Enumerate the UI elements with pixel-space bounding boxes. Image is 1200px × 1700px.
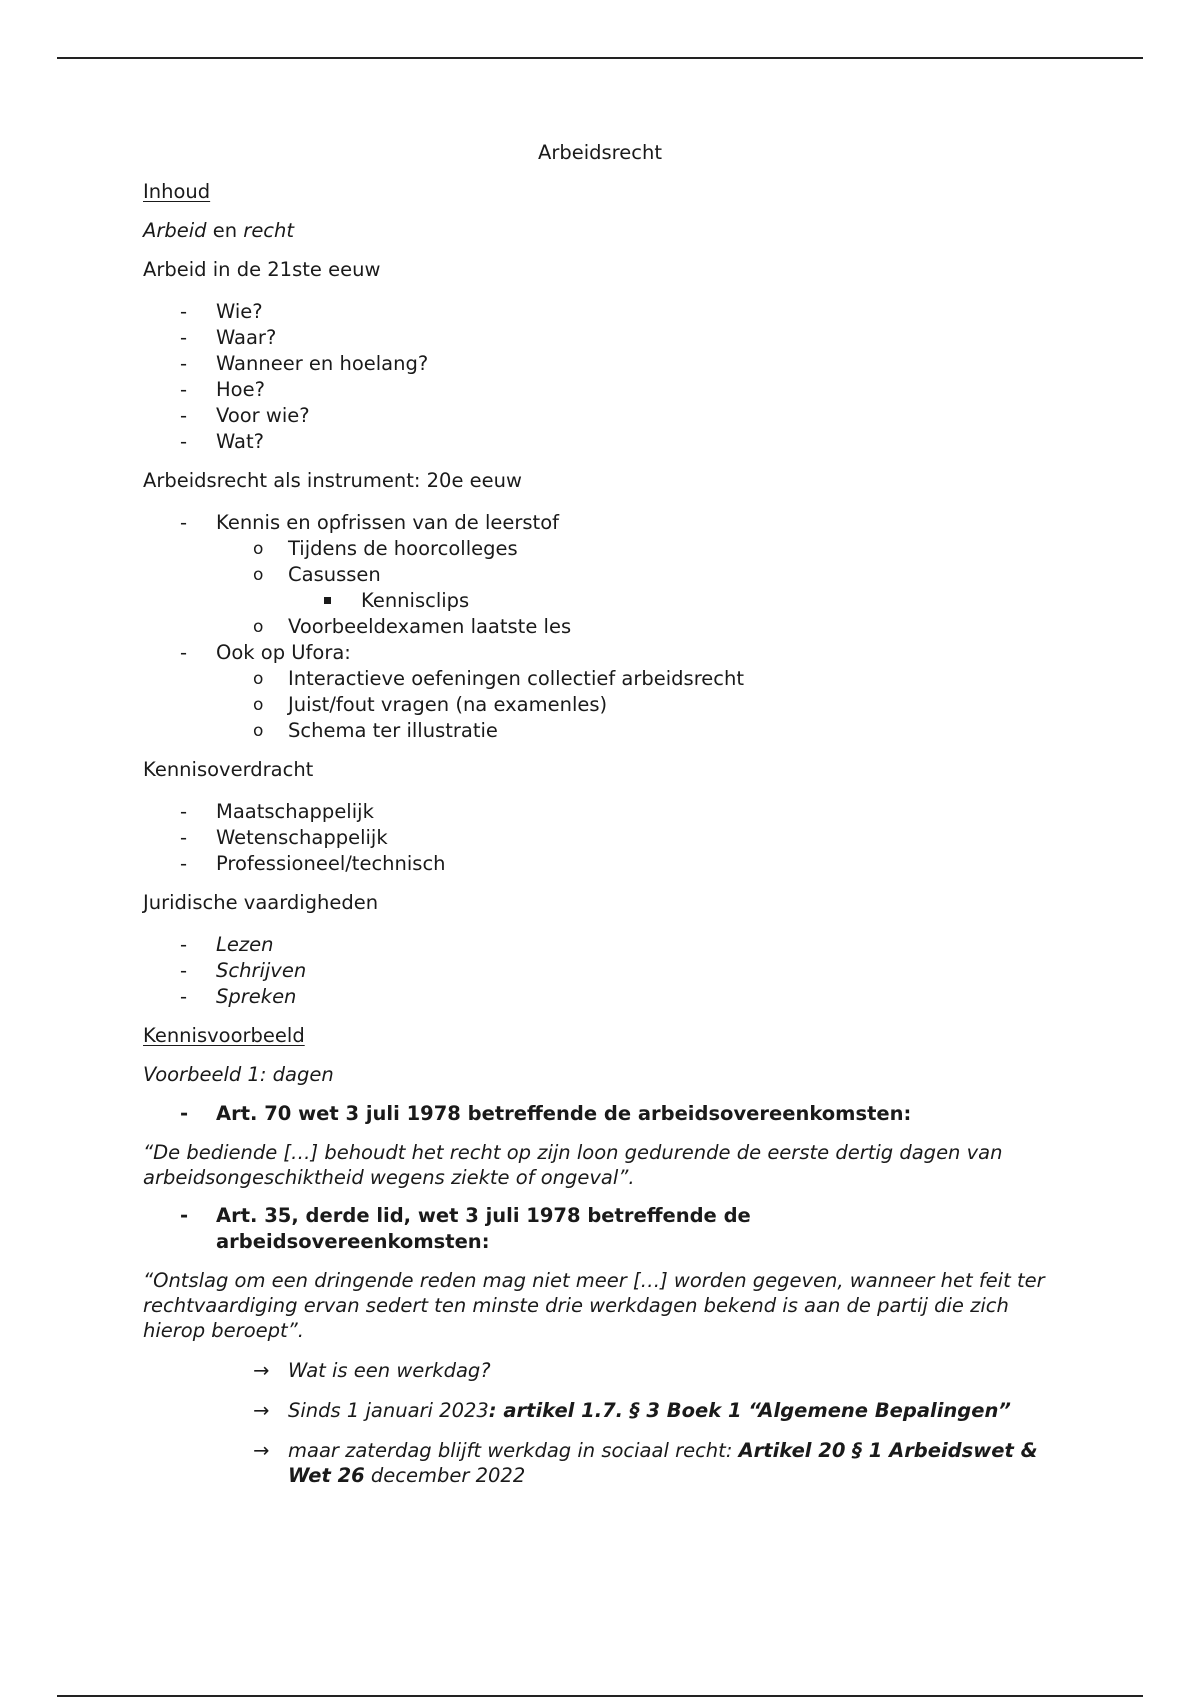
list-item-text: Hoe? [216,378,265,401]
arrow-item [143,1398,1063,1423]
sublist [216,536,1063,640]
page-title [0,140,1200,166]
dash-marker: - [180,404,188,427]
list-item [143,403,1063,429]
list-item-text: Wetenschappelijk [216,826,388,849]
list-item-text: Voor wie? [216,404,310,427]
list-item [143,325,1063,351]
sublist-item-text: Juist/fout vragen (na examenles) [288,693,608,716]
dash-marker: - [180,852,188,875]
section2-heading: Arbeidsrecht als instrument: 20e eeuw [143,469,522,492]
sublist-item-text: Voorbeeldexamen laatste les [288,615,572,638]
circle-marker: o [253,695,264,715]
list-item [143,799,1063,825]
list-item-text: Maatschappelijk [216,800,374,823]
arrow-list [143,1358,1063,1488]
dash-marker: - [180,826,188,849]
list-item [143,377,1063,403]
section4-list [143,932,1063,1010]
dash-marker: - [180,933,188,956]
arrow-icon: → [253,1439,270,1462]
list-item-text: Schrijven [216,959,307,982]
list-item [143,958,1063,984]
en-word: en [206,219,244,242]
list-item-text: Lezen [216,933,274,956]
list-item [143,825,1063,851]
sublist-item-text: Schema ter illustratie [288,719,498,742]
sub-sublist-item-text: Kennisclips [361,589,470,612]
dash-marker: - [180,1102,189,1125]
list-item-text: Waar? [216,326,277,349]
sublist-item [143,692,1063,718]
list-item [143,932,1063,958]
dash-marker: - [180,511,188,534]
arrow-item [143,1438,1063,1488]
dash-marker: - [180,326,188,349]
section4-heading: Juridische vaardigheden [143,891,379,914]
article-reference: Art. 70 wet 3 juli 1978 betreffende de arbeidsovereenkomsten: [216,1102,912,1125]
dash-marker: - [180,959,188,982]
circle-marker: o [253,565,264,585]
sublist-item-text: Casussen [288,563,381,586]
arrow-item [143,1358,1063,1383]
sublist [216,666,1063,744]
dash-marker: - [180,800,188,823]
article-reference: Art. 35, derde lid, wet 3 juli 1978 betreffende de arbeidsovereenkomsten: [216,1204,751,1253]
circle-marker: o [253,617,264,637]
square-bullet-icon [324,597,331,604]
list-item-text: Kennis en opfrissen van de leerstof [216,511,559,534]
sublist-item [143,536,1063,562]
list-item [143,640,1063,744]
sublist-item [143,614,1063,640]
circle-marker: o [253,539,264,559]
sublist-item [143,562,1063,614]
inhoud-heading: Inhoud [143,180,211,203]
kennisvoorbeeld-heading: Kennisvoorbeeld [143,1024,305,1047]
arrow-icon: → [253,1399,270,1422]
sublist-item-text: Tijdens de hoorcolleges [288,537,518,560]
voorbeeld1-heading: Voorbeeld 1: dagen [143,1063,334,1086]
section3-heading: Kennisoverdracht [143,758,314,781]
list-item-text: Wie? [216,300,263,323]
list-item-text: Professioneel/technisch [216,852,446,875]
list-item [143,851,1063,877]
list-item-text: Wanneer en hoelang? [216,352,429,375]
dash-marker: - [180,641,188,664]
sublist-item [143,718,1063,744]
title-text: Arbeidsrecht [538,141,662,164]
art2-list [143,1203,783,1255]
dash-marker: - [180,300,188,323]
list-item-text: Wat? [216,430,264,453]
list-item-text: Ook op Ufora: [216,641,351,664]
bottom-rule [57,1695,1143,1697]
sub-sublist-item [143,588,1063,614]
arrow-item-text: maar zaterdag blijft werkdag in sociaal recht: [288,1439,739,1462]
list-item [143,299,1063,325]
sublist-item-text: Interactieve oefeningen collectief arbeidsrecht [288,667,745,690]
document-page [143,140,1063,1488]
recht-word: recht [243,219,295,242]
section3-list [143,799,1063,877]
arrow-item-bold-text: Artikel 20 § 1 Arbeidswet & Wet 26 [288,1439,1038,1487]
section2-list [143,510,1063,744]
list-item [143,510,1063,640]
dash-marker: - [180,430,188,453]
sublist-item [143,666,1063,692]
sub-sublist [288,588,1063,614]
arrow-item-text: Wat is een werkdag? [288,1359,491,1382]
dash-marker: - [180,378,188,401]
arbeid-word: Arbeid [143,219,207,242]
dash-marker: - [180,352,188,375]
list-item [143,984,1063,1010]
section1-list [143,299,1063,455]
arrow-item-text: Sinds 1 januari 2023 [288,1399,489,1422]
top-rule [57,57,1143,59]
section1-heading: Arbeid in de 21ste eeuw [143,258,381,281]
list-item [143,1101,1063,1127]
quote-block: “Ontslag om een dringende reden mag niet meer […] worden gegeven, wanneer het feit ter rechtvaardiging ervan sedert ten minste drie werkdagen bekend is aan de partij die zich hierop beroept”. [143,1269,1045,1342]
list-item-text: Spreken [216,985,297,1008]
circle-marker: o [253,669,264,689]
list-item [143,351,1063,377]
arrow-icon: → [253,1359,270,1382]
arrow-item-bold-text: : artikel 1.7. § 3 Boek 1 “Algemene Bepalingen” [488,1399,1011,1422]
quote-block: “De bediende […] behoudt het recht op zijn loon gedurende de eerste dertig dagen van arbeidsongeschiktheid wegens ziekte of ongeval”. [143,1141,1003,1189]
art1-list [143,1101,1063,1127]
arrow-item-text: december 2022 [364,1464,526,1487]
list-item [143,1203,783,1255]
circle-marker: o [253,721,264,741]
dash-marker: - [180,985,188,1008]
arbeid-en-recht-heading [143,218,1063,244]
dash-marker: - [180,1204,189,1227]
list-item [143,429,1063,455]
